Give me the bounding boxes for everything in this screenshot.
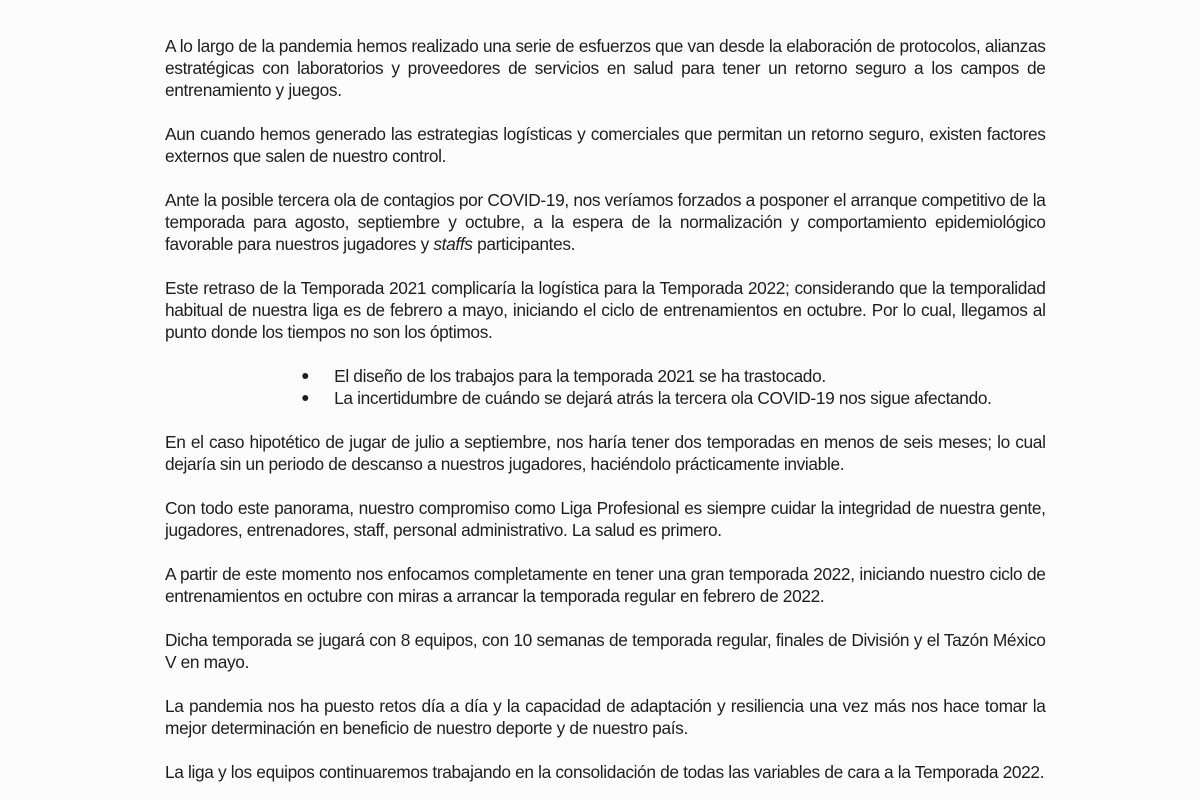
paragraph-season-format: Dicha temporada se jugará con 8 equipos, con 10 semanas de temporada regular, finales de División y el Tazón México V en mayo.	[165, 630, 1046, 672]
bullet-dot-icon	[302, 373, 308, 379]
paragraph-external-factors: Aun cuando hemos generado las estrategias logísticas y comerciales que permitan un retorno seguro, existen factores externos que salen de nuestro control.	[165, 124, 1046, 166]
bullet-text: La incertidumbre de cuándo se dejará atrás la tercera ola COVID-19 nos sigue afectando.	[334, 388, 992, 408]
bullet-item	[302, 387, 1045, 409]
covid-text-start: Ante la posible tercera ola de contagios por COVID-19, nos veríamos forzados a posponer el arranque competitivo de la temporada para agosto, septiembre y octubre, a la espera de la normalización y comportamiento epidemiológico favorable para nuestros jugadores y	[165, 190, 1046, 254]
bullet-item	[302, 365, 1045, 387]
document-body	[165, 35, 1046, 800]
paragraph-resilience: La pandemia nos ha puesto retos día a día y la capacidad de adaptación y resiliencia una vez más nos hace tomar la mejor determinación en beneficio de nuestro deporte y de nuestro país.	[165, 696, 1046, 738]
paragraph-covid-postpone	[165, 189, 1046, 255]
paragraph-efforts: A lo largo de la pandemia hemos realizado una serie de esfuerzos que van desde la elaboración de protocolos, alianzas estratégicas con laboratorios y proveedores de servicios en salud para tener un retorno seguro a los campos de entrenamiento y juegos.	[165, 36, 1046, 100]
covid-text-end: participantes.	[472, 234, 576, 254]
bullet-dot-icon	[302, 395, 308, 401]
covid-text-italic: staffs	[433, 234, 473, 254]
paragraph-focus-2022: A partir de este momento nos enfocamos completamente en tener una gran temporada 2022, iniciando nuestro ciclo de entrenamientos en octubre con miras a arrancar la temporada regular en febrero de 2022.	[165, 564, 1046, 606]
paragraph-commitment: Con todo este panorama, nuestro compromiso como Liga Profesional es siempre cuidar la integridad de nuestra gente, jugadores, entrenadores, staff, personal administrativo. La salud es primero.	[165, 498, 1046, 540]
bullet-text: El diseño de los trabajos para la temporada 2021 se ha trastocado.	[334, 366, 826, 386]
paragraph-delay: Este retraso de la Temporada 2021 complicaría la logística para la Temporada 2022; considerando que la temporalidad habitual de nuestra liga es de febrero a mayo, iniciando el ciclo de entrenamientos en octubre. Por lo cual, llegamos al punto donde los tiempos no son los óptimos.	[165, 278, 1046, 342]
paragraph-hypothetical: En el caso hipotético de jugar de julio a septiembre, nos haría tener dos temporadas en menos de seis meses; lo cual dejaría sin un periodo de descanso a nuestros jugadores, haciéndolo prácticamente inviable.	[165, 432, 1046, 474]
bullet-list	[165, 365, 1046, 409]
paragraph-continue-work: La liga y los equipos continuaremos trabajando en la consolidación de todas las variables de cara a la Temporada 2022.	[165, 762, 1045, 782]
